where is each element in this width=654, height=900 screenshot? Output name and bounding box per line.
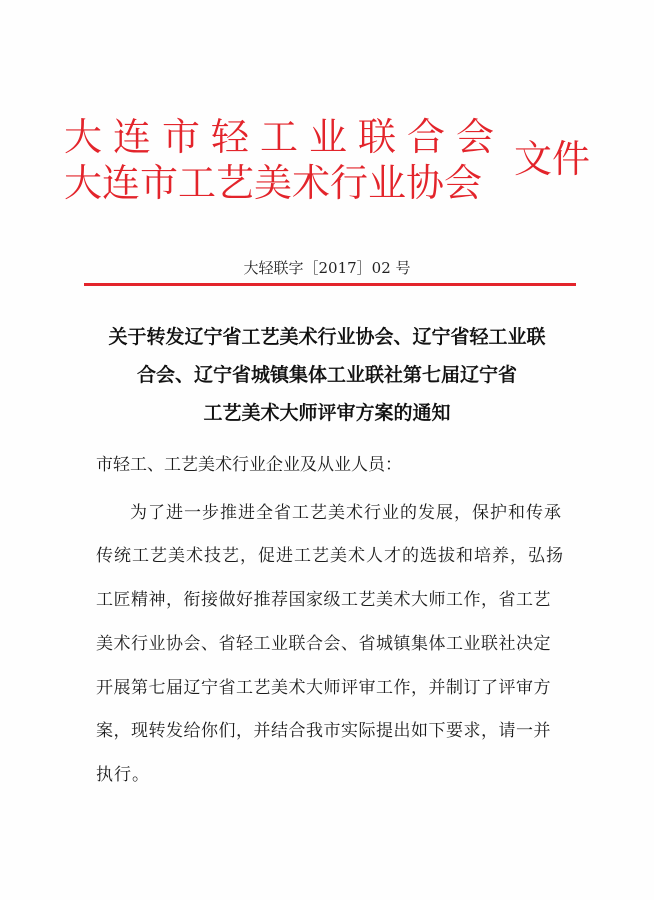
body-line-1: 为了进一步推进全省工艺美术行业的发展，保护和传承 [130, 503, 562, 523]
document-label: 文件 [514, 137, 591, 181]
issuer-name-1: 大连市轻工业联合会 [64, 115, 506, 159]
notice-title-line-1: 关于转发辽宁省工艺美术行业协会、辽宁省轻工业联 [108, 326, 546, 348]
notice-title-line-2: 合会、辽宁省城镇集体工业联社第七届辽宁省 [136, 364, 517, 386]
body-line-4: 美术行业协会、省轻工业联合会、省城镇集体工业联社决定 [96, 634, 551, 654]
body-line-6: 案，现转发给你们，并结合我市实际提出如下要求，请一并 [96, 721, 551, 741]
document-number: 大轻联字［2017］02 号 [243, 259, 411, 277]
body-line-7: 执行。 [96, 765, 150, 785]
body-line-2: 传统工艺美术技艺，促进工艺美术人才的选拔和培养，弘扬 [96, 546, 564, 566]
body-line-5: 开展第七届辽宁省工艺美术大师评审工作，并制订了评审方 [96, 678, 551, 698]
salutation: 市轻工、工艺美术行业企业及从业人员： [96, 455, 402, 475]
issuer-name-2: 大连市工艺美术行业协会 [64, 161, 483, 205]
red-divider [84, 283, 576, 286]
body-line-3: 工匠精神，衔接做好推荐国家级工艺美术大师工作，省工艺 [96, 590, 551, 610]
notice-title-line-3: 工艺美术大师评审方案的通知 [203, 402, 451, 424]
